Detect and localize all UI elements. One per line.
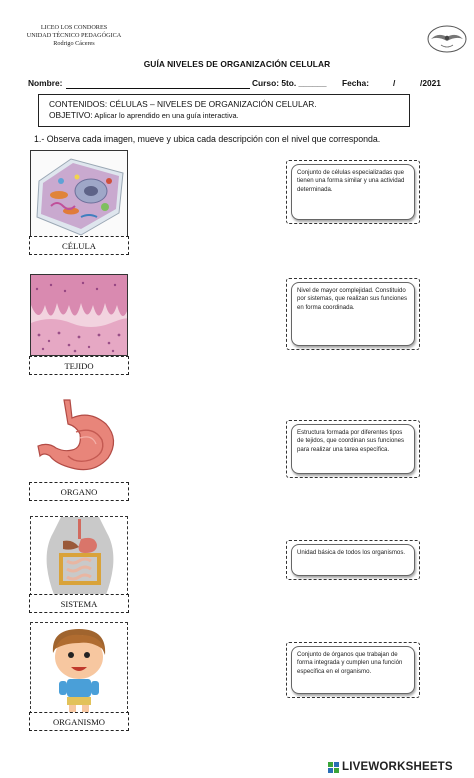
description-card[interactable]	[286, 160, 420, 224]
drop-zone-sistema[interactable]	[29, 594, 129, 613]
school-person: Rodrigo Cáceres	[53, 40, 95, 47]
date-year: /2021	[420, 78, 441, 88]
animal-cell-illustration-icon	[31, 151, 128, 238]
drop-zone-organo[interactable]	[29, 482, 129, 501]
description-text: Conjunto de células especializadas que tienen una forma similar y una actividad determinada.	[291, 164, 415, 220]
date-label: Fecha:	[342, 78, 369, 88]
organ-image	[30, 394, 128, 486]
drop-zone-tejido[interactable]	[29, 356, 129, 375]
tissue-image	[30, 274, 128, 356]
level-label: ORGANISMO	[52, 716, 106, 727]
description-text: Nivel de mayor complejidad. Constituido por sistemas, que realizan sus funciones en forma coordinada.	[291, 282, 415, 346]
level-label: ORGANO	[60, 486, 98, 497]
description-card[interactable]	[286, 540, 420, 580]
liveworksheets-logo-icon	[328, 762, 340, 774]
digestive-system-illustration-icon	[31, 517, 128, 596]
level-label: CÉLULA	[62, 240, 96, 251]
name-field[interactable]	[66, 79, 250, 89]
student-info-line	[28, 78, 448, 92]
description-card[interactable]	[286, 642, 420, 698]
system-image	[30, 516, 128, 596]
objective-line	[49, 110, 239, 120]
contents-line: CONTENIDOS: CÉLULAS – NIVELES DE ORGANIZACIÓN CELULAR.	[49, 99, 317, 109]
school-unit: UNIDAD TÉCNICO PEDAGÓGICA	[26, 32, 122, 39]
contents-box	[38, 94, 410, 127]
cell-image	[30, 150, 128, 238]
description-card[interactable]	[286, 278, 420, 350]
level-label: SISTEMA	[60, 598, 98, 609]
stomach-illustration-icon	[30, 394, 128, 486]
objective-label: OBJETIVO:	[49, 110, 93, 120]
drop-zone-celula[interactable]	[29, 236, 129, 255]
liveworksheets-footer[interactable]	[328, 758, 474, 778]
boy-cartoon-illustration-icon	[31, 623, 128, 714]
description-text: Unidad básica de todos los organismos.	[291, 544, 415, 576]
description-text: Estructura formada por diferentes tipos de tejidos, que coordinan sus funciones para realizar una tarea específica.	[291, 424, 415, 474]
level-label: TEJIDO	[64, 360, 94, 371]
name-label: Nombre:	[28, 78, 63, 88]
page-title: GUÍA NIVELES DE ORGANIZACIÓN CELULAR	[143, 59, 331, 69]
school-logo-icon	[426, 24, 468, 54]
school-name: LICEO LOS CONDORES	[40, 24, 108, 31]
date-separator: /	[393, 78, 396, 88]
objective-text: Aplicar lo aprendido en una guía interactiva.	[92, 111, 239, 120]
description-card[interactable]	[286, 420, 420, 478]
description-text: Conjunto de órganos que trabajan de forma integrada y cumplen una función específica en el organismo.	[291, 646, 415, 694]
organism-image	[30, 622, 128, 714]
instruction-text: 1.- Observa cada imagen, mueve y ubica cada descripción con el nivel que corresponda.	[34, 134, 381, 144]
brand-text: LIVEWORKSHEETS	[342, 761, 453, 773]
school-info	[14, 24, 134, 48]
course-label: Curso: 5to. ______	[252, 78, 327, 88]
drop-zone-organismo[interactable]	[29, 712, 129, 731]
tissue-micrograph-icon	[31, 275, 128, 356]
